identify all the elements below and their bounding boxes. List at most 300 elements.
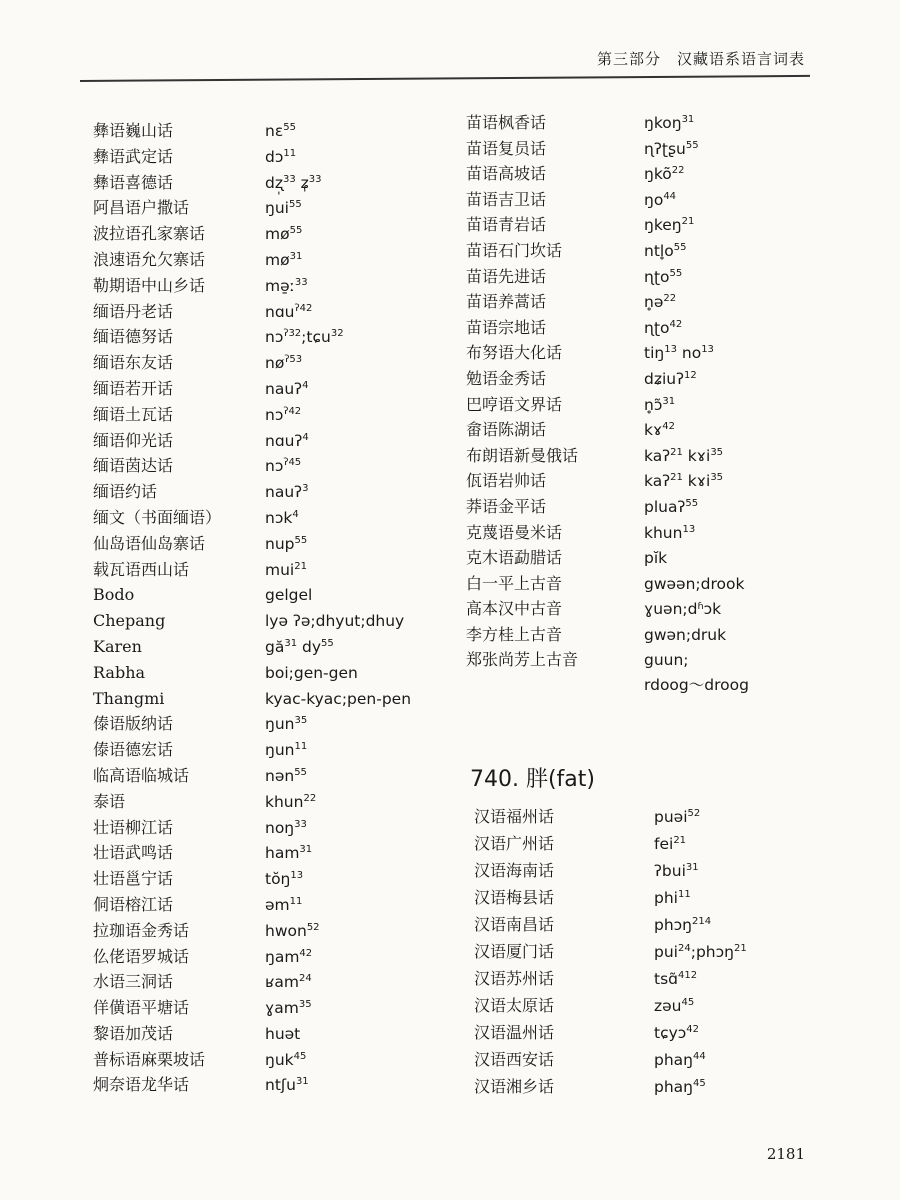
form-text: zəu	[654, 997, 682, 1015]
word-form	[654, 885, 691, 912]
fat-word-list	[474, 803, 794, 1100]
entry-row	[466, 161, 796, 187]
entry-row	[466, 494, 796, 520]
entry-row	[93, 428, 433, 454]
word-form	[265, 429, 309, 455]
language-name: 苗语高坡话	[466, 164, 547, 184]
word-form	[265, 841, 312, 867]
word-form	[654, 1074, 706, 1101]
entry-row	[93, 944, 433, 970]
form-text: khun	[265, 792, 304, 811]
form-text: phɔŋ	[654, 916, 693, 934]
word-form	[265, 1022, 300, 1048]
tone-mark: 32	[330, 328, 344, 340]
entry-row	[474, 857, 794, 884]
language-name: 傣语德宏话	[93, 740, 174, 760]
word-form	[654, 939, 747, 966]
entry-row	[466, 289, 796, 315]
form-text: ŋam	[265, 947, 300, 966]
tone-mark: 42	[686, 1024, 700, 1035]
language-name: 汉语广州话	[474, 834, 555, 853]
tone-mark: 21	[294, 560, 307, 572]
tone-mark: 42	[669, 318, 683, 330]
entry-row	[474, 911, 794, 938]
language-name: 郑张尚芳上古音	[466, 650, 579, 670]
word-form	[265, 945, 312, 971]
form-text: nø	[265, 354, 285, 373]
word-form	[265, 171, 322, 197]
tone-mark: 21	[673, 835, 687, 846]
word-form	[654, 1047, 706, 1074]
language-name: 苗语枫香话	[466, 113, 547, 132]
word-form	[265, 738, 307, 764]
language-name: 水语三洞话	[93, 972, 174, 992]
word-form	[265, 119, 296, 145]
form-text: kɤ	[644, 421, 663, 440]
word-form	[265, 583, 312, 609]
form-text: əm	[265, 895, 290, 914]
word-form	[644, 393, 675, 419]
language-name: 泰语	[93, 791, 126, 811]
language-name: 汉语福州话	[474, 807, 555, 826]
entry-row	[466, 468, 796, 494]
word-form	[644, 521, 695, 547]
right-word-list	[466, 110, 796, 699]
form-text: ŋun	[265, 715, 295, 734]
word-form	[644, 495, 698, 521]
form-text: lyə ʔə;dhyut;dhuy	[265, 612, 405, 631]
word-form	[265, 1073, 309, 1099]
form-text: n̥ɔ̃	[644, 395, 663, 414]
form-text: kyac-kyac;pen-pen	[265, 689, 412, 708]
language-name: 苗语石门坎话	[466, 240, 563, 260]
word-form	[265, 816, 307, 842]
entry-row	[466, 647, 796, 673]
form-text: ;tɕu	[301, 328, 331, 347]
form-text: ntl̥o	[644, 241, 674, 260]
tone-mark: 31	[685, 862, 699, 873]
language-name: 阿昌语户撒话	[93, 198, 190, 218]
entry-row	[93, 918, 433, 944]
tone-mark: 21	[670, 446, 683, 458]
entry-row	[93, 789, 433, 815]
tone-mark: 22	[663, 293, 677, 305]
entry-row	[93, 1021, 433, 1047]
form-text: ŋun	[265, 741, 295, 760]
tone-mark: 13	[701, 344, 714, 356]
running-header: 第三部分 汉藏语系语言词表	[596, 50, 805, 68]
word-form	[644, 469, 723, 495]
language-name: 侗语榕江话	[93, 894, 174, 914]
word-form	[644, 316, 682, 342]
language-name: 克木语勐腊话	[466, 548, 563, 568]
form-text: ham	[265, 844, 300, 863]
word-form	[644, 290, 676, 316]
word-form	[265, 300, 312, 326]
word-form	[265, 687, 411, 713]
word-form	[644, 162, 684, 188]
language-name: Thangmi	[93, 688, 165, 708]
tone-mark: 11	[289, 895, 303, 907]
entry-row	[93, 144, 433, 170]
language-name: 汉语梅县话	[474, 888, 555, 907]
word-form	[265, 403, 301, 429]
form-text: ŋkoŋ	[644, 114, 682, 132]
entry-row	[93, 324, 433, 350]
word-form	[265, 867, 303, 893]
language-name: 彝语武定话	[93, 146, 174, 166]
language-name: 汉语温州话	[474, 1023, 555, 1042]
entry-row	[466, 238, 796, 264]
language-name: 壮语武鸣话	[93, 843, 174, 863]
tone-mark: 45	[293, 1050, 307, 1062]
entry-row	[93, 247, 433, 273]
form-text: gelgel	[265, 586, 313, 605]
form-text: tiŋ	[644, 344, 665, 363]
word-form	[654, 1020, 699, 1047]
entry-row	[466, 520, 796, 546]
entry-row	[93, 892, 433, 918]
section-title: 740. 胖(fat)	[470, 767, 595, 792]
language-name: 汉语苏州话	[474, 969, 555, 988]
tone-mark: 24	[298, 973, 312, 985]
language-name: 白一平上古音	[466, 573, 563, 593]
word-form	[644, 418, 675, 444]
tone-mark: 412	[678, 970, 698, 981]
form-text: mø	[265, 225, 290, 244]
word-form	[644, 213, 694, 239]
word-form	[644, 111, 694, 137]
language-name: 缅语若开话	[93, 378, 174, 398]
form-text: kɤi	[682, 472, 711, 491]
language-name: 临高语临城话	[93, 765, 190, 785]
word-form	[265, 661, 358, 687]
form-text: nɛ	[265, 122, 284, 140]
tone-mark: 11	[677, 889, 691, 900]
word-form	[644, 265, 682, 291]
entry-row	[474, 992, 794, 1019]
form-text: kaʔ	[644, 472, 671, 491]
tone-mark: 21	[670, 472, 683, 484]
entry-row	[474, 1019, 794, 1046]
entry-row	[474, 965, 794, 992]
tone-mark: 55	[283, 122, 296, 133]
word-form	[265, 764, 307, 790]
form-text: nauʔ	[265, 379, 303, 398]
entry-row	[93, 608, 433, 634]
word-form	[654, 993, 694, 1020]
language-name: 克蔑语曼米话	[466, 522, 563, 542]
language-name: 勉语金秀话	[466, 368, 547, 388]
language-name: 傣语版纳话	[93, 714, 174, 734]
tone-mark: ʔ42	[294, 302, 313, 314]
word-form	[644, 137, 699, 163]
entry-row	[93, 531, 433, 557]
language-name: 炯奈语龙华话	[93, 1075, 190, 1095]
form-text: gwəən;drook	[644, 574, 745, 593]
language-name: Bodo	[93, 585, 135, 605]
form-text: gwən;druk	[644, 625, 727, 644]
tone-mark: ʔ42	[283, 405, 302, 417]
tone-mark: 11	[283, 147, 297, 159]
form-text: nɑu	[265, 302, 295, 321]
language-name: 载瓦语西山话	[93, 559, 190, 579]
entry-row	[466, 110, 796, 136]
language-name: 缅语丹老话	[93, 301, 174, 321]
tone-mark: 12	[684, 369, 697, 381]
language-name: 汉语厦门话	[474, 942, 555, 961]
word-form	[265, 712, 307, 738]
tone-mark: 55	[288, 199, 302, 211]
form-text: mə̱ː	[265, 276, 295, 295]
tone-mark: 55	[669, 267, 683, 279]
word-form	[265, 325, 344, 351]
entry-row	[474, 1073, 794, 1100]
form-text: nɔ	[265, 457, 284, 476]
language-name: 浪速语允欠寨话	[93, 249, 206, 269]
word-form	[644, 239, 686, 265]
word-form	[265, 480, 308, 506]
language-name: 波拉语孔家寨话	[93, 224, 206, 244]
form-text: dʑiuʔ	[644, 369, 685, 388]
header-rule	[80, 75, 810, 82]
entry-row	[93, 376, 433, 402]
language-name: 汉语太原话	[474, 996, 555, 1015]
form-text: tŏŋ	[265, 870, 291, 889]
tone-mark: 55	[673, 241, 687, 253]
form-text: hwon	[265, 921, 307, 940]
tone-mark: 214	[692, 916, 712, 927]
word-form	[644, 188, 676, 214]
tone-mark: ʔ32	[283, 328, 302, 340]
tone-mark: 42	[662, 421, 675, 433]
tone-mark: 55	[685, 497, 699, 509]
language-name: 苗语先进话	[466, 266, 547, 286]
tone-mark: 3	[302, 483, 309, 495]
form-text: mø	[265, 250, 290, 269]
tone-mark: 31	[299, 844, 313, 856]
language-name: 汉语南昌话	[474, 915, 555, 934]
tone-mark: 11	[294, 741, 308, 753]
word-form	[265, 274, 308, 300]
entry-row	[93, 299, 433, 325]
entry-row	[466, 264, 796, 290]
entry-row	[93, 221, 433, 247]
language-name: 缅语茵达话	[93, 456, 174, 476]
entry-row	[93, 660, 433, 686]
word-form	[644, 597, 721, 623]
form-text: ntʃu	[265, 1076, 296, 1095]
form-text: ɣuən;dʱɔk	[644, 600, 722, 619]
form-text: fei	[654, 835, 674, 853]
language-name: 苗语吉卫话	[466, 189, 547, 209]
entry-row	[93, 866, 433, 892]
form-text: huət	[265, 1024, 301, 1043]
word-form	[265, 196, 302, 222]
tone-mark: 35	[710, 446, 724, 458]
language-name: 普标语麻栗坡话	[93, 1049, 206, 1069]
entry-row	[93, 453, 433, 479]
language-name: 缅语仰光话	[93, 430, 174, 450]
form-text: pĭk	[644, 549, 668, 568]
form-text: no	[676, 344, 702, 363]
form-text: mui	[265, 560, 295, 579]
form-text: guun;	[644, 651, 689, 670]
language-name: 仙岛语仙岛寨话	[93, 533, 206, 553]
entry-row	[466, 417, 796, 443]
word-form	[265, 996, 312, 1022]
form-text: boi;gen-gen	[265, 663, 358, 682]
entry-row	[93, 402, 433, 428]
form-text: dy	[297, 637, 322, 656]
language-name: 汉语湘乡话	[474, 1077, 555, 1096]
word-form	[265, 1048, 306, 1074]
language-name: 拉珈语金秀话	[93, 920, 190, 940]
tone-mark: 35	[294, 715, 308, 727]
entry-row	[93, 170, 433, 196]
tone-mark: 55	[685, 139, 699, 151]
form-text: kaʔ	[644, 446, 671, 465]
tone-mark: 22	[671, 165, 685, 177]
form-text: ɳʔʈʂu	[644, 139, 686, 158]
tone-mark: 44	[663, 190, 677, 202]
entry-row	[474, 1046, 794, 1073]
language-name: 畲语陈湖话	[466, 420, 547, 440]
word-form	[265, 454, 301, 480]
form-text: ʁam	[265, 973, 299, 992]
form-text: nup	[265, 534, 295, 553]
language-name: 苗语养蒿话	[466, 292, 547, 312]
language-name: 汉语海南话	[474, 861, 555, 880]
word-form	[654, 966, 697, 993]
form-text: puəi	[654, 808, 688, 826]
word-form	[265, 377, 308, 403]
entry-row	[466, 187, 796, 213]
entry-row	[466, 366, 796, 392]
tone-mark: 44	[693, 1051, 706, 1062]
tone-mark: 55	[294, 534, 308, 546]
language-name: 李方桂上古音	[466, 624, 563, 644]
word-form	[654, 831, 686, 858]
form-text: gă	[265, 637, 285, 656]
form-text: tɕyɔ	[654, 1024, 687, 1042]
entry-row	[93, 763, 433, 789]
tone-mark: 4	[292, 508, 299, 520]
tone-mark: 13	[682, 523, 696, 535]
tone-mark: 31	[662, 395, 676, 407]
form-text: phaŋ	[654, 1078, 693, 1096]
entry-row	[93, 969, 433, 995]
entry-row	[93, 1072, 433, 1098]
tone-mark: 21	[733, 943, 747, 954]
entry-row	[93, 350, 433, 376]
form-text: nən	[265, 766, 295, 785]
word-form	[265, 635, 334, 661]
page-number: 2181	[766, 1145, 805, 1163]
tone-mark: 33	[308, 173, 322, 185]
form-text: ŋo	[644, 190, 664, 209]
form-text: ɳʈo	[644, 318, 670, 337]
language-name: Rabha	[93, 662, 146, 682]
tone-mark: 31	[289, 250, 303, 262]
language-name: 缅语德努话	[93, 327, 174, 347]
entry-row	[93, 273, 433, 299]
entry-row	[466, 212, 796, 238]
word-form	[265, 893, 302, 919]
entry-row	[466, 136, 796, 162]
entry-row	[466, 340, 796, 366]
form-text: pui	[654, 943, 678, 961]
tone-mark: 45	[681, 997, 695, 1008]
tone-mark: 33	[294, 276, 308, 288]
tone-mark: ʔ53	[284, 354, 303, 366]
entry-row	[474, 938, 794, 965]
entry-row	[93, 840, 433, 866]
word-form	[265, 248, 302, 274]
language-name: 壮语柳江话	[93, 817, 174, 837]
entry-row	[466, 571, 796, 597]
entry-row	[93, 118, 433, 144]
tone-mark: 55	[321, 637, 334, 649]
word-form	[644, 623, 726, 649]
tone-mark: 13	[664, 344, 677, 356]
form-text: ɳʈo	[644, 267, 670, 286]
tone-mark: 13	[290, 870, 304, 882]
form-text: pluaʔ	[644, 497, 686, 516]
language-name: Karen	[93, 636, 142, 656]
form-text: ;phɔŋ	[690, 943, 734, 961]
entry-row	[466, 596, 796, 622]
word-form	[265, 506, 299, 532]
tone-mark: 42	[299, 947, 313, 959]
language-name: 仫佬语罗城话	[93, 946, 190, 966]
word-form	[265, 222, 302, 248]
tone-mark: 55	[289, 225, 303, 237]
entry-row	[466, 673, 796, 699]
word-form	[644, 367, 697, 393]
language-name: 莽语金平话	[466, 496, 547, 516]
tone-mark: 31	[284, 637, 298, 649]
tone-mark: 22	[303, 792, 317, 804]
entry-row	[93, 711, 433, 737]
word-form	[265, 919, 320, 945]
language-name: 彝语巍山话	[93, 121, 174, 140]
language-name: 壮语邕宁话	[93, 869, 174, 889]
word-form	[644, 546, 667, 572]
entry-row	[93, 815, 433, 841]
entry-row	[93, 737, 433, 763]
form-text: ɣam	[265, 999, 299, 1018]
language-name: 彝语喜德话	[93, 172, 174, 192]
tone-mark: 31	[681, 114, 695, 125]
entry-row	[466, 392, 796, 418]
form-text: ŋui	[265, 199, 289, 218]
word-form	[265, 145, 296, 171]
language-name: 缅语约话	[93, 482, 158, 502]
entry-row	[93, 479, 433, 505]
form-text: ʔbui	[654, 862, 686, 880]
tone-mark: 33	[282, 173, 296, 185]
entry-row	[93, 995, 433, 1021]
language-name: 巴哼语文界话	[466, 394, 563, 414]
word-form	[265, 532, 307, 558]
tone-mark: ʔ45	[283, 457, 302, 469]
language-name: 苗语宗地话	[466, 317, 547, 337]
word-form	[644, 341, 714, 367]
entry-row	[474, 803, 794, 830]
form-text: ŋkeŋ	[644, 216, 682, 235]
language-name: 苗语复员话	[466, 138, 547, 158]
